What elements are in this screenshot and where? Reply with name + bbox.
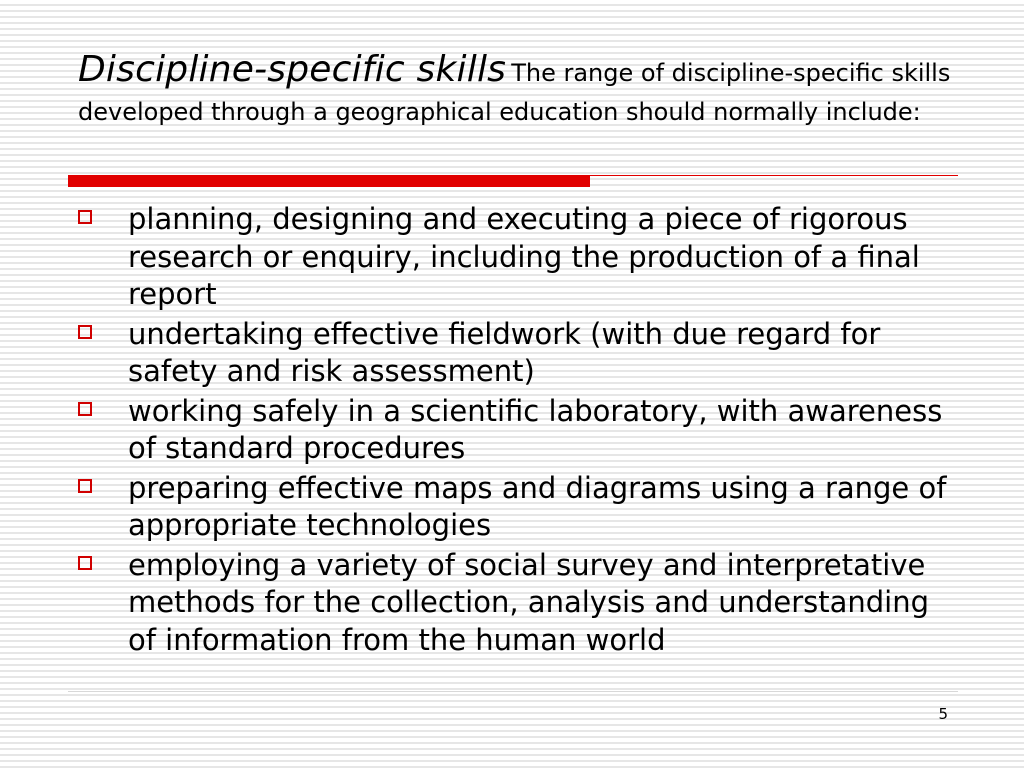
slide-subtitle: The range of discipline-specific skills developed through a geographical education should normally include: [78, 59, 951, 126]
bullet-text: undertaking effective fieldwork (with due regard for safety and risk assessment) [128, 316, 881, 388]
title-rule [68, 175, 958, 187]
hollow-square-icon [78, 325, 92, 339]
bullet-text: working safely in a scientific laboratory, with awareness of standard procedures [128, 393, 943, 465]
bullet-item [78, 470, 958, 545]
bullet-item [78, 547, 958, 660]
title-rule-thin [590, 175, 958, 176]
bullet-text: preparing effective maps and diagrams using a range of appropriate technologies [128, 470, 947, 542]
hollow-square-icon [78, 479, 92, 493]
bullet-item [78, 393, 958, 468]
footer-divider [68, 691, 958, 692]
title-block [78, 49, 958, 133]
bullet-list [78, 201, 958, 661]
page-number: 5 [938, 705, 948, 723]
bullet-item [78, 316, 958, 391]
bullet-text: planning, designing and executing a piece of rigorous research or enquiry, including the production of a final report [128, 202, 920, 311]
hollow-square-icon [78, 402, 92, 416]
hollow-square-icon [78, 210, 92, 224]
hollow-square-icon [78, 556, 92, 570]
slide-title: Discipline-specific skills [78, 49, 507, 90]
title-rule-thick [68, 175, 590, 187]
bullet-text: employing a variety of social survey and interpretative methods for the collection, analysis and understanding of information from the human world [128, 547, 930, 657]
bullet-item [78, 201, 958, 314]
